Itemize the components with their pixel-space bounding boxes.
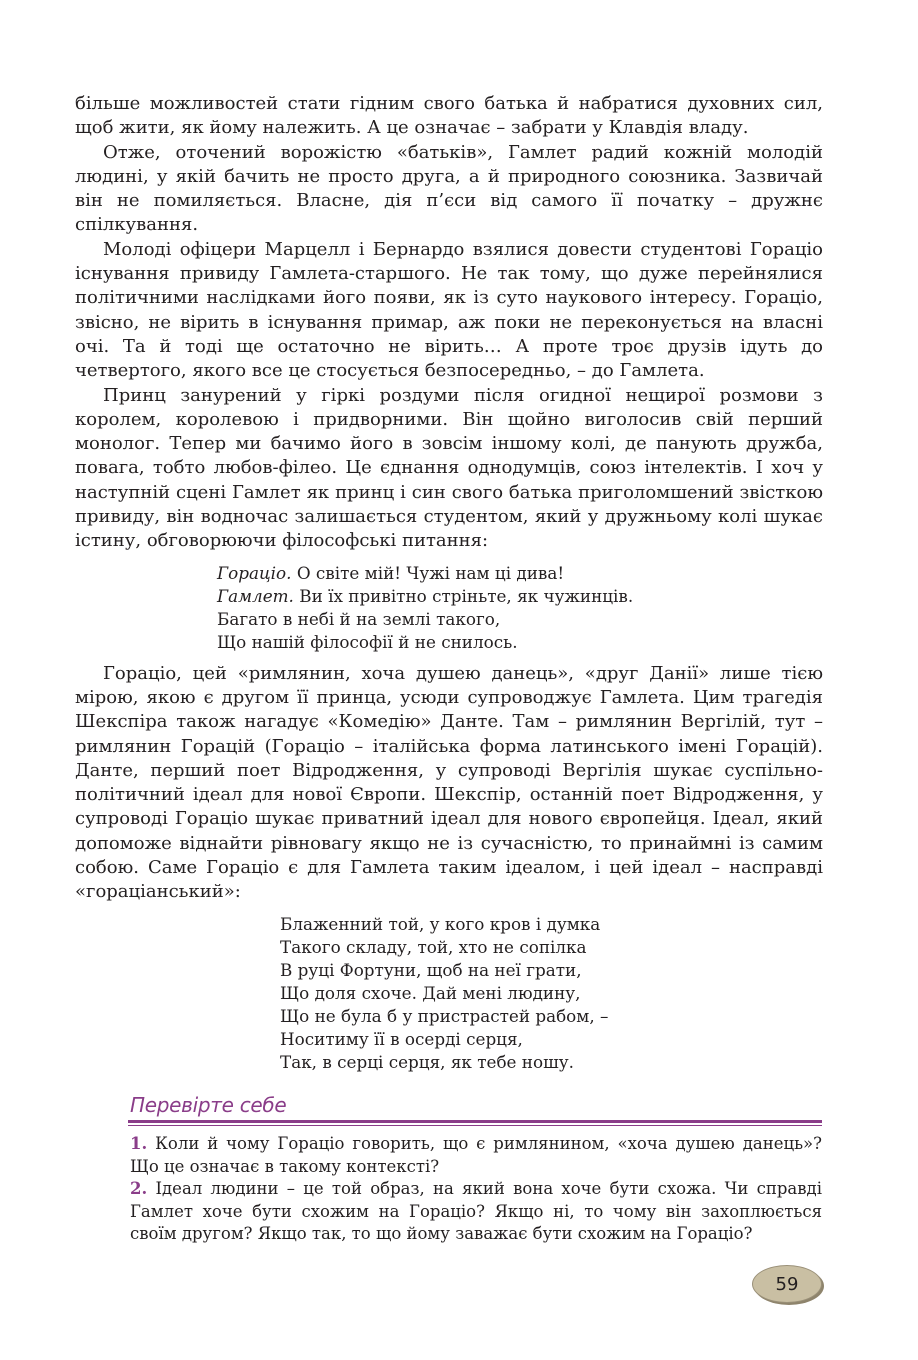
dialogue-line: Ви їх привітно стріньте, як чужинців. <box>293 585 634 606</box>
poem-line: В руці Фортуни, щоб на неї грати, <box>280 959 582 980</box>
paragraph: більше можливостей стати гідним свого батька й набратися духовних сил, щоб жити, як йому належить. А це означає – забрати у Клавдія владу. <box>75 93 823 139</box>
poem-line: Такого складу, той, хто не сопілка <box>280 936 587 957</box>
section-divider <box>128 1120 822 1123</box>
poem-line: Блаженний той, у кого кров і думка <box>280 913 601 934</box>
dialogue-quote <box>75 554 823 662</box>
paragraph: Молоді офіцери Марцелл і Бернардо взялися довести студентові Гораціо існування привиду Гамлета-старшого. Не так тому, що дуже перейнялися політичними наслідками його появи, як із суто наукового інтересу. Гораціо, звісно, не вірить в існування примар, аж поки не переконується на власні очі. Та й тоді ще остаточно не вірить… А проте троє друзів ідуть до четвертого, якого все це стосується безпосередньо, – до Гамлета. <box>75 238 823 382</box>
paragraph: Гораціо, цей «римлянин, хоча душею данець», «друг Данії» лише тією мірою, якою є другом її принца, усюди супроводжує Гамлета. Цим трагедія Шекспіра також нагадує «Комедію» Данте. Там – римлянин Вергілій, тут – римлянин Горацій (Гораціо – італійська форма латинського імені Горацій). Данте, перший поет Відродження, у супроводі Вергілія шукає суспільно-політичний ідеал для нової Європи. Шекспір, останній поет Відродження, у супроводі Гораціо шукає приватний ідеал для нового європейця. Ідеал, який допоможе віднайти рівновагу якщо не із сучасністю, то принаймні із самим собою. Саме Гораціо є для Гамлета таким ідеалом, і цей ідеал – насправді «гораціанський»: <box>75 662 823 903</box>
question-number: 2. <box>130 1179 148 1198</box>
speaker-hamlet: Гамлет. <box>217 585 294 606</box>
poem-line: Що доля схоче. Дай мені людину, <box>280 982 581 1003</box>
poem-line: Що не була б у пристрастей рабом, – <box>280 1005 609 1026</box>
main-text <box>75 92 823 1082</box>
question-1 <box>130 1133 822 1178</box>
poem-quote <box>75 905 823 1082</box>
paragraph: Отже, оточений ворожістю «батьків», Гамлет радий кожній молодій людині, у якій бачить не просто друга, а й природного союзника. Зазвичай він не помиляється. Власне, дія п’єси від самого її початку – дружнє спілкування. <box>75 141 823 236</box>
question-text: Ідеал людини – це той образ, на який вона хоче бути схожа. Чи справді Гамлет хоче бути схожим на Гораціо? Якщо ні, то чому він захоплюється своїм другом? Якщо так, то що йому заважає бути схожим на Гораціо? <box>130 1179 822 1243</box>
paragraph: Принц занурений у гіркі роздуми після огидної нещирої розмови з королем, королевою і придворними. Він щойно виголосив свій перший монолог. Тепер ми бачимо його в зовсім іншому колі, де панують дружба, повага, тобто любов-філео. Це єднання однодумців, союз інтелектів. І хоч у наступній сцені Гамлет як принц і син свого батька приголомшений звісткою привиду, він водночас залишається студентом, який у дружньому колі шукає істину, обговорюючи філософські питання: <box>75 384 823 552</box>
speaker-horatio: Гораціо. <box>217 562 292 583</box>
dialogue-line: Багато в небі й на землі такого, <box>217 608 501 629</box>
dialogue-line: Що нашій філософії й не снилось. <box>217 631 518 652</box>
question-number: 1. <box>130 1134 148 1153</box>
dialogue-line: О світе мій! Чужі нам ці дива! <box>291 562 565 583</box>
question-text: Коли й чому Гораціо говорить, що є римлянином, «хоча душею данець»? Що це означає в такому контексті? <box>130 1134 822 1176</box>
review-questions <box>130 1133 822 1246</box>
section-title: Перевірте себе <box>130 1093 287 1117</box>
question-2 <box>130 1178 822 1246</box>
section-divider-thin <box>128 1125 822 1126</box>
page-number-badge: 59 <box>752 1265 822 1303</box>
poem-line: Так, в серці серця, як тебе ношу. <box>280 1051 574 1072</box>
poem-line: Носитиму її в осерді серця, <box>280 1028 523 1049</box>
